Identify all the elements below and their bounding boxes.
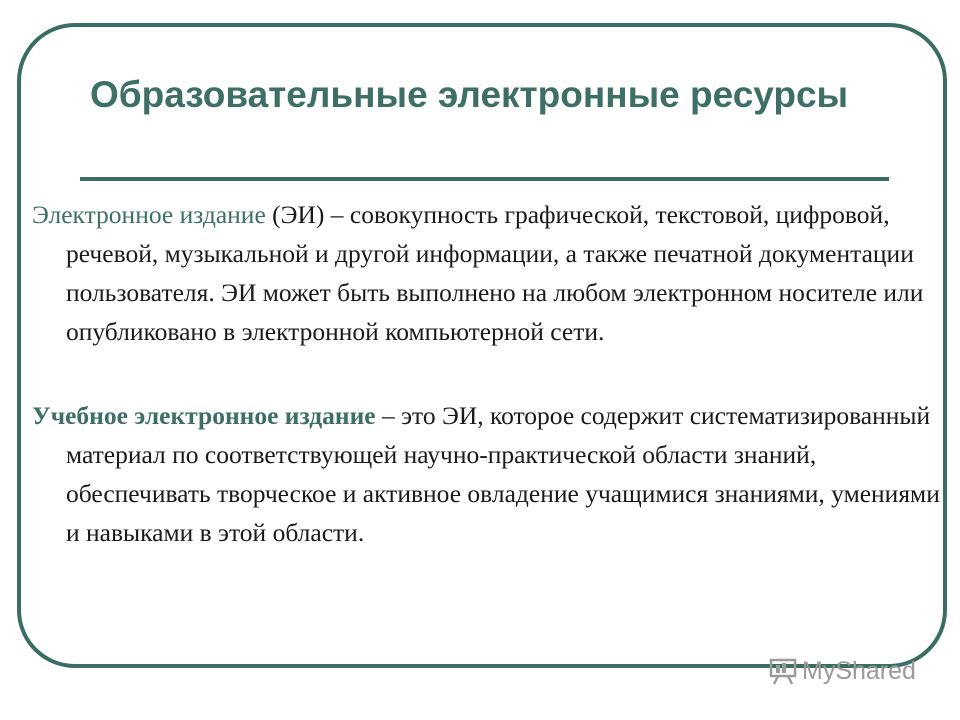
term-educational-edition: Учебное электронное издание	[32, 401, 376, 430]
watermark	[768, 656, 916, 686]
definition-paragraph-electronic-edition	[32, 195, 946, 351]
watermark-text: MyShared	[802, 656, 916, 685]
definition-text-educational-edition: – это ЭИ, которое содержит систематизированный материал по соответствующей научно-практической области знаний, обеспечивать творческое и активное овладение учащимися знаниями, умениями и навыками в этой области.	[66, 401, 940, 547]
definition-paragraph-educational-edition	[32, 396, 946, 552]
presentation-board-icon	[768, 656, 798, 686]
slide-title: Образовательные электронные ресурсы	[90, 74, 849, 115]
term-electronic-edition: Электронное издание	[32, 200, 266, 229]
definition-text-electronic-edition: (ЭИ) – совокупность графической, текстовой, цифровой, речевой, музыкальной и другой информации, а также печатной документации пользователя. ЭИ может быть выполнено на любом электронном носителе или опубликовано в электронной компьютерной сети.	[66, 200, 924, 346]
title-underline	[80, 177, 889, 181]
